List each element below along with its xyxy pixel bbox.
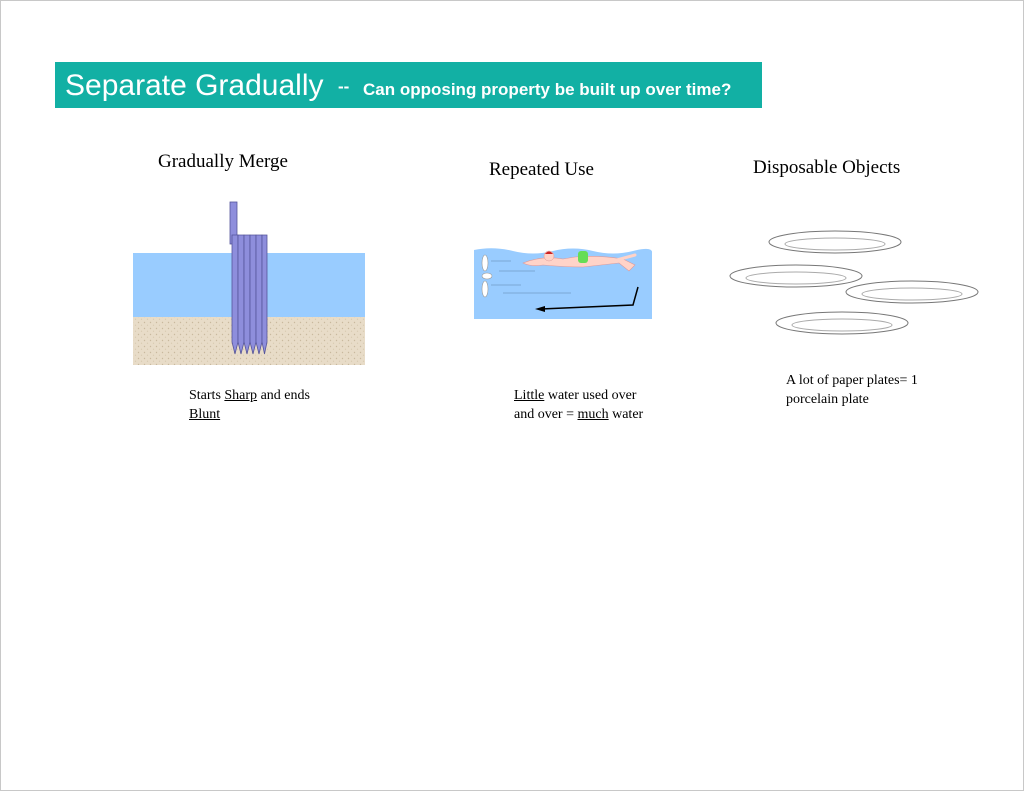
caption-gradually-merge [189, 386, 349, 424]
plates-illustration [727, 229, 981, 341]
plate-4 [776, 312, 908, 334]
stake-bundle [232, 235, 267, 354]
caption-text: and ends [257, 388, 310, 403]
heading-repeated-use: Repeated Use [489, 159, 594, 180]
title-bar [55, 62, 762, 108]
caption-repeated-use [514, 386, 684, 424]
paper-plates [730, 231, 978, 334]
caption-text: water [608, 407, 644, 422]
heading-gradually-merge: Gradually Merge [158, 151, 288, 172]
caption-emphasis-little: Little [514, 388, 545, 403]
caption-text: and over = [514, 407, 578, 422]
heading-disposable-objects: Disposable Objects [753, 157, 901, 178]
caption-emphasis-much: much [577, 407, 609, 422]
plate-2 [730, 265, 862, 287]
caption-emphasis-sharp: Sharp [224, 388, 258, 403]
caption-text: water used over [544, 388, 637, 403]
slide-subtitle: Can opposing property be built up over time? [363, 80, 732, 99]
stakes-illustration [131, 201, 367, 367]
caption-text: Starts [189, 388, 225, 403]
caption-disposable-objects [786, 371, 976, 409]
caption-line-1: A lot of paper plates= 1 [786, 373, 918, 388]
caption-emphasis-blunt: Blunt [189, 407, 221, 422]
title-separator: -- [338, 77, 350, 96]
swimmer-illustration [473, 245, 655, 321]
plate-3 [846, 281, 978, 303]
plate-1 [769, 231, 901, 253]
slide-title: Separate Gradually [65, 69, 324, 102]
caption-line-2: porcelain plate [786, 392, 869, 407]
